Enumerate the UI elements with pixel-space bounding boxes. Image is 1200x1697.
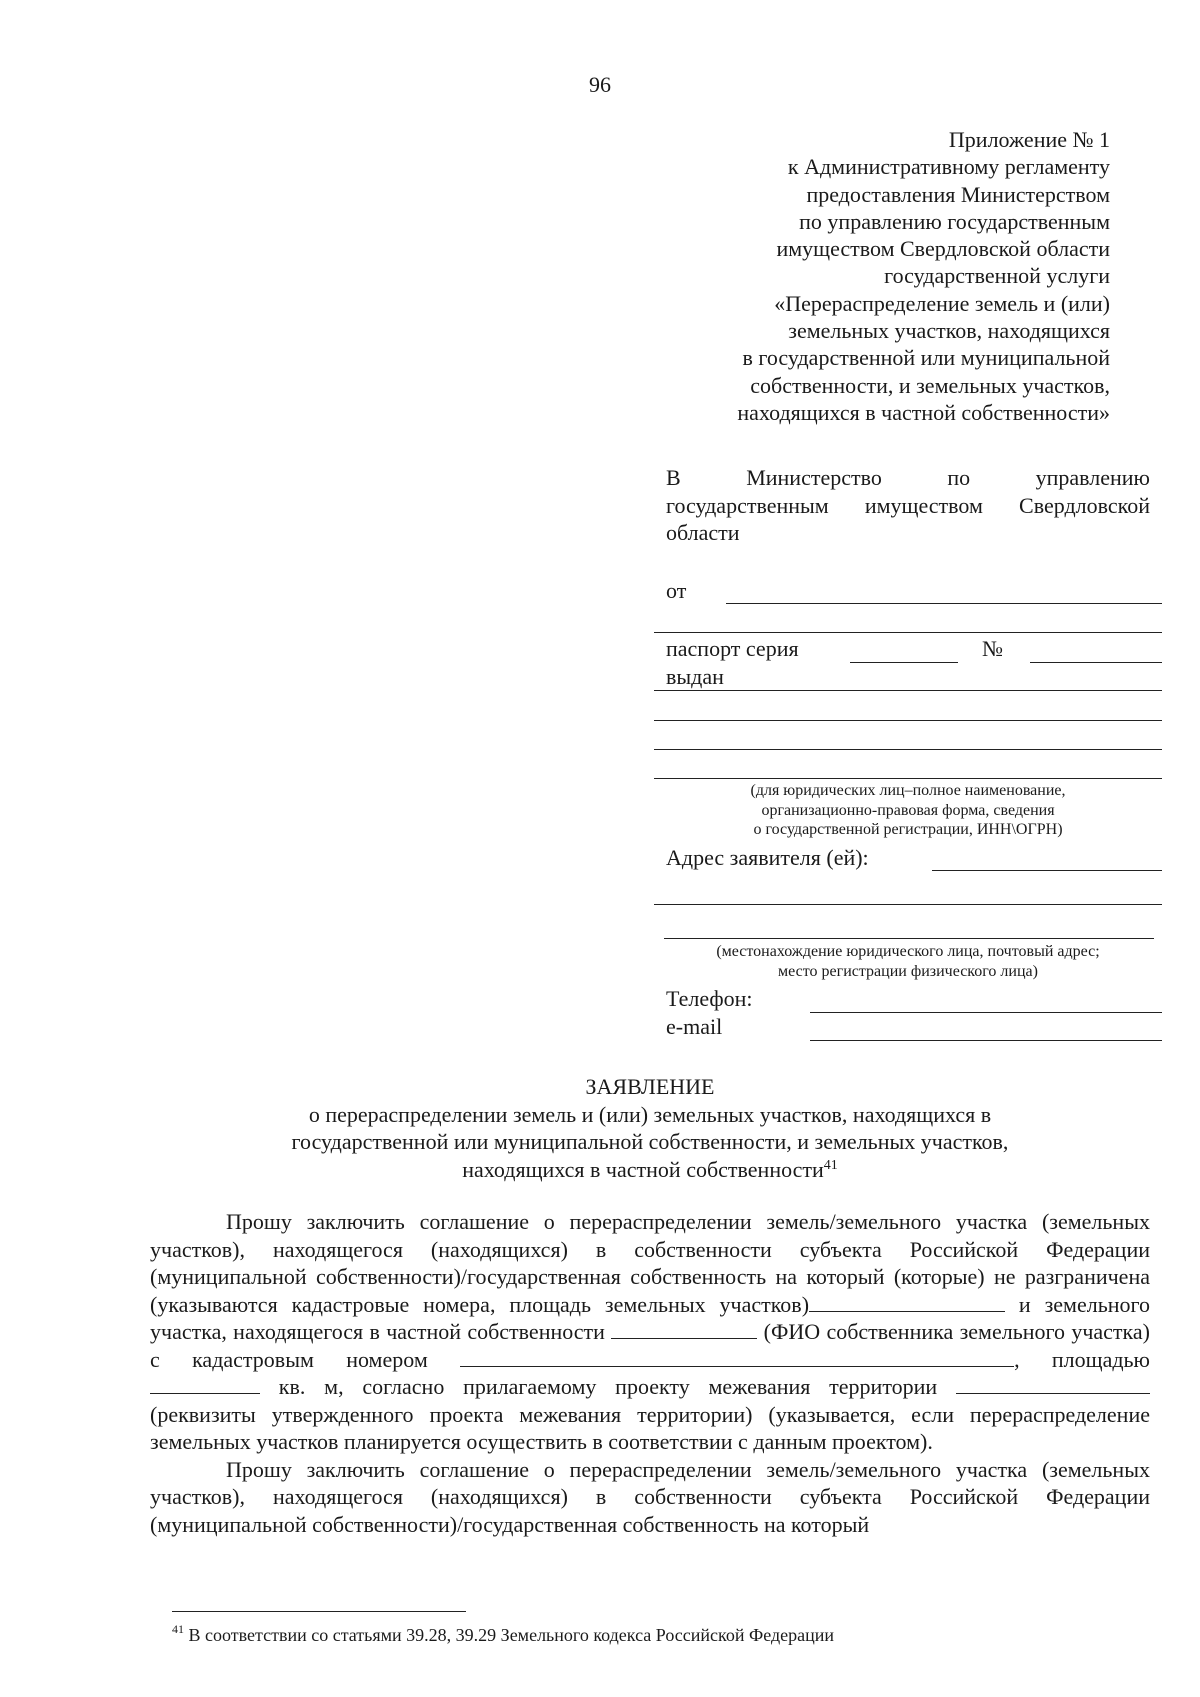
document-title — [0, 1073, 1200, 1183]
title-line: о перераспределении земель и (или) земельных участков, находящихся в — [308, 1101, 992, 1127]
addressee-line: государственным имуществом Свердловской — [666, 492, 1150, 518]
email-label: e-mail — [666, 1014, 723, 1039]
addressee-block — [666, 464, 1150, 547]
issued-field[interactable] — [654, 690, 1162, 691]
appendix-line: находящихся в частной собственности» — [737, 399, 1110, 425]
issued-label: выдан — [666, 664, 724, 689]
title-line: государственной или муниципальной собственности, и земельных участков, — [291, 1129, 1009, 1154]
footnote-text: В соответствии со статьями 39.28, 39.29 Земельного кодекса Российской Федерации — [184, 1625, 834, 1645]
note-line: организационно-правовая форма, сведения — [761, 801, 1055, 819]
appendix-line: по управлению государственным — [799, 208, 1110, 234]
passport-number-label: № — [982, 636, 1003, 661]
addressee-line: В Министерство по управлению — [666, 465, 1150, 490]
survey-project-field[interactable] — [956, 1375, 1150, 1394]
page-number: 96 — [589, 72, 611, 97]
note-line: о государственной регистрации, ИНН\ОГРН) — [753, 821, 1063, 838]
from-label: от — [666, 578, 687, 603]
appendix-line: в государственной или муниципальной — [742, 345, 1110, 371]
appendix-line: земельных участков, находящихся — [788, 318, 1110, 344]
footnote-reference: 41 — [823, 1157, 838, 1173]
email-field[interactable] — [810, 1040, 1162, 1041]
appendix-line: собственности, и земельных участков, — [750, 372, 1110, 398]
p1-text-d: , площадью — [1014, 1346, 1150, 1372]
issued-field-line-3[interactable] — [654, 749, 1162, 750]
p1-text-c: (ФИО собственника земельного участка) с кадастровым номером — [150, 1319, 1150, 1372]
appendix-line: «Перераспределение земель и (или) — [774, 290, 1110, 316]
issued-field-line-2[interactable] — [654, 720, 1162, 721]
p1-text-f: (реквизиты утвержденного проекта межевания территории) (указывается, если перераспределение земельных участков планируется осуществить в соответствии с данным проектом). — [150, 1401, 1150, 1454]
title-line — [0, 1156, 1200, 1184]
footnote — [172, 1622, 834, 1646]
note-line: (местонахождение юридического лица, почтовый адрес; — [716, 943, 1100, 960]
p1-text-b: и земельного участка, находящегося в частной собственности — [150, 1291, 1150, 1344]
footnote-number: 41 — [172, 1622, 184, 1636]
appendix-line: государственной услуги — [884, 263, 1110, 289]
p1-text-a: Прошу заключить соглашение о перераспределении земель/земельного участка (земельных участков), находящегося (находящихся) в собственности субъекта Российской Федерации (муниципальной собственности)/государственная собственность на который (которые) не разграничена (указываются кадастровые номера, площадь земельных участков) — [150, 1209, 1150, 1317]
cadastral-numbers-field[interactable] — [809, 1293, 1005, 1312]
title-line-text: находящихся в частной собственности — [462, 1156, 824, 1182]
paragraph-2: Прошу заключить соглашение о перераспределении земель/земельного участка (земельных участков), находящегося (находящихся) в собственности субъекта Российской Федерации (муниципальной собственности)/государственная собственность на который — [150, 1456, 1150, 1537]
address-field-line-2[interactable] — [654, 904, 1162, 905]
legal-entity-note — [666, 781, 1150, 840]
footnote-separator — [172, 1611, 466, 1612]
passport-number-field[interactable] — [1030, 662, 1162, 663]
cadastral-number-field[interactable] — [460, 1348, 1014, 1367]
passport-series-field[interactable] — [850, 662, 958, 663]
phone-label: Телефон: — [666, 986, 753, 1011]
appendix-line: имуществом Свердловской области — [776, 236, 1110, 262]
phone-field[interactable] — [810, 1012, 1162, 1013]
location-note — [666, 942, 1150, 981]
from-field[interactable] — [726, 603, 1162, 604]
private-land-field[interactable] — [611, 1320, 757, 1339]
p1-text-e: кв. м, согласно прилагаемому проекту межевания территории — [260, 1374, 956, 1399]
note-line: (для юридических лиц–полное наименование, — [750, 782, 1066, 799]
address-label: Адрес заявителя (ей): — [666, 845, 869, 870]
address-field-line-3[interactable] — [664, 938, 1154, 939]
address-field[interactable] — [932, 870, 1162, 871]
appendix-line: Приложение № 1 — [948, 127, 1110, 152]
issued-field-line-4[interactable] — [654, 778, 1162, 779]
appendix-line: предоставления Министерством — [806, 181, 1110, 207]
statement-body — [150, 1208, 1150, 1538]
passport-series-label: паспорт серия — [666, 636, 799, 661]
appendix-header — [590, 126, 1110, 426]
paragraph-1 — [150, 1208, 1150, 1456]
addressee-line: области — [666, 520, 740, 545]
area-field[interactable] — [150, 1375, 260, 1394]
appendix-line: к Административному регламенту — [787, 154, 1110, 180]
title-heading: ЗАЯВЛЕНИЕ — [585, 1074, 715, 1099]
note-line: место регистрации физического лица) — [778, 962, 1038, 980]
from-field-line-2[interactable] — [654, 632, 1162, 633]
